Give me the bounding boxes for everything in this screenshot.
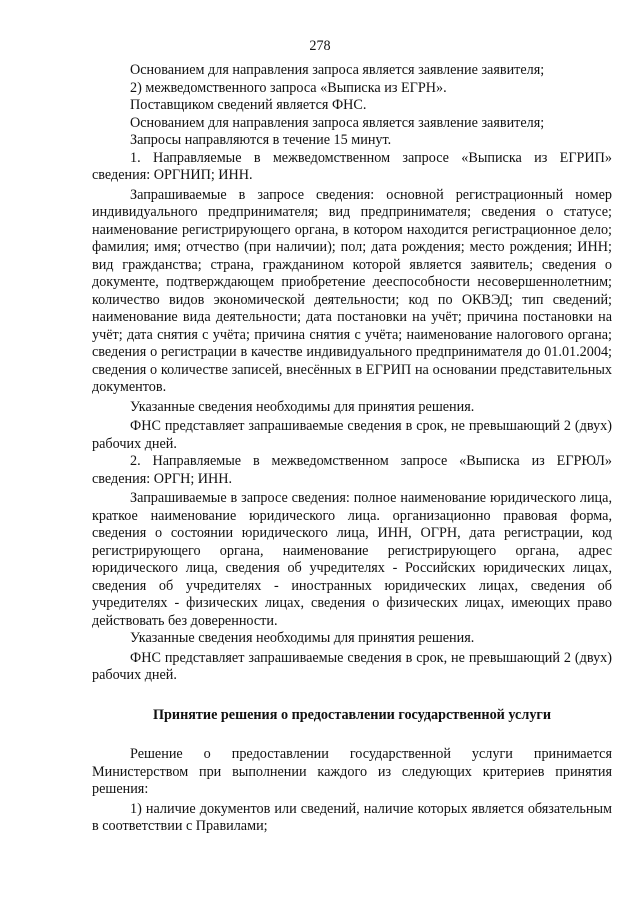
paragraph: Запрашиваемые в запросе сведения: полное наименование юридического лица, краткое наименование юридического лица. организационно правовая форма, сведения о состоянии юридического лица, ИНН, ОГРН, дата регистрации, код регистрирующего органа, наименование регистрирующего органа, адрес юридического лица, сведения об учредителях - Российских юридических лицах, сведения об учредителях - иностранных юридических лицах, сведения об учредителях - физических лицах, сведения о физических лицах, имеющих право действовать без доверенности.: [92, 490, 612, 629]
paragraph: Указанные сведения необходимы для принятия решения.: [130, 398, 475, 415]
paragraph: ФНС представляет запрашиваемые сведения в срок, не превышающий 2 (двух) рабочих дней.: [92, 649, 612, 683]
paragraph: 1. Направляемые в межведомственном запросе «Выписка из ЕГРИП» сведения: ОРГНИП; ИНН.: [92, 149, 612, 183]
paragraph: ФНС представляет запрашиваемые сведения в срок, не превышающий 2 (двух) рабочих дней.: [92, 418, 612, 452]
paragraph: Запросы направляются в течение 15 минут.: [130, 132, 392, 148]
paragraph: 2) межведомственного запроса «Выписка из ЕГРН».: [130, 79, 447, 96]
paragraph: Поставщиком сведений является ФНС.: [130, 97, 367, 113]
paragraph: Основанием для направления запроса является заявление заявителя;: [130, 114, 545, 131]
paragraph: Запрашиваемые в запросе сведения: основной регистрационный номер индивидуального предпринимателя; вид предпринимателя; сведения о статусе; наименование регистрирующего органа, в котором находится регистрационное дело; фамилия; имя; отчество (при наличии); пол; дата рождения; место рождения; ИНН; вид гражданства; страна, гражданином которой является заявитель; сведения о документе, подтверждающем приобретение дееспособности несовершеннолетним; количество видов экономической деятельности; код по ОКВЭД; тип сведений; наименование вида деятельности; дата постановки на учёт; причина постановки на учёт; дата снятия с учёта; причина снятия с учёта; наименование налогового органа; сведения о регистрации в качестве индивидуального предпринимателя до 01.01.2004; сведения о количестве записей, внесённых в ЕГРИП на основании представительных документов.: [92, 186, 612, 395]
paragraph: Указанные сведения необходимы для принятия решения.: [130, 630, 475, 646]
section-heading: Принятие решения о предоставлении государственной услуги: [152, 706, 552, 723]
paragraph: 1) наличие документов или сведений, наличие которых является обязательным в соответствии с Правилами;: [92, 800, 612, 834]
paragraph: Решение о предоставлении государственной услуги принимается Министерством при выполнении каждого из следующих критериев принятия решения:: [92, 746, 612, 797]
page-number: 278: [309, 38, 331, 54]
document-body: [92, 62, 612, 836]
paragraph: 2. Направляемые в межведомственном запросе «Выписка из ЕГРЮЛ» сведения: ОРГН; ИНН.: [92, 453, 612, 487]
paragraph: Основанием для направления запроса является заявление заявителя;: [130, 62, 545, 78]
